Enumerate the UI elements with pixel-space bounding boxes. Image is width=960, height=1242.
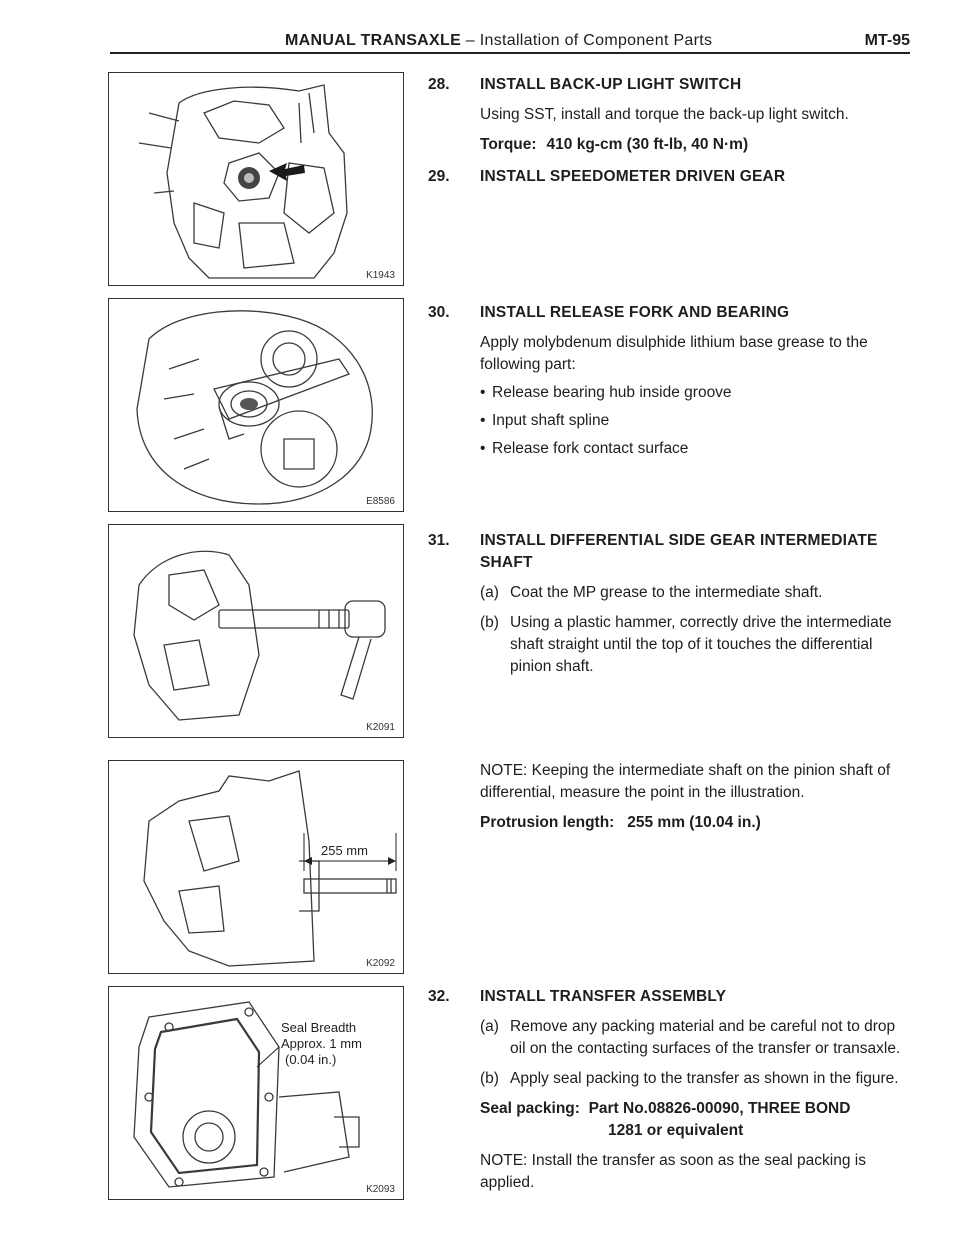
step-29: 29. INSTALL SPEEDOMETER DRIVEN GEAR (428, 166, 908, 188)
substep-a: (a) Remove any packing material and be careful not to drop oil on the contacting surfaces of the transfer or transaxle. (480, 1018, 901, 1057)
step-note: NOTE: Install the transfer as soon as the seal packing is applied. (480, 1152, 866, 1191)
figure-intermediate-shaft: K2091 (108, 524, 404, 738)
protrusion-illustration (109, 761, 403, 973)
protrusion-spec: Protrusion length: 255 mm (10.04 in.) (480, 814, 761, 831)
list-item: • Release fork contact surface (480, 438, 908, 460)
shaft-hammer-illustration (109, 525, 403, 737)
torque-spec: Torque: 410 kg-cm (30 ft-lb, 40 N·m) (480, 136, 749, 153)
step-32: 32. INSTALL TRANSFER ASSEMBLY (a) Remove any packing material and be careful not to drop oil on the contacting surfaces of the transfer or transaxle. (b) Apply seal packing to the transfer as shown in the figure. Seal packing: Part No.08826-00090, THREE BOND 1281 or equivalent NOTE: Install the transfer as soon as the seal packing is applied. (428, 986, 908, 1194)
header-rule (110, 52, 910, 54)
seal-callout-line3: (0.04 in.) (285, 1052, 337, 1067)
transaxle-top-illustration (109, 73, 403, 285)
page-title: MANUAL TRANSAXLE – Installation of Component Parts (285, 32, 713, 49)
note-text: NOTE: Keeping the intermediate shaft on the pinion shaft of differential, measure the point in the illustration. (480, 762, 891, 801)
step-heading: INSTALL SPEEDOMETER DRIVEN GEAR (480, 168, 786, 185)
figure-release-fork-bearing: E8586 (108, 298, 404, 512)
dimension-label: 255 mm (321, 843, 368, 858)
release-fork-illustration (109, 299, 403, 511)
page-header (110, 30, 910, 56)
list-item: • Input shaft spline (480, 410, 908, 432)
step-text: Using SST, install and torque the back-up light switch. (480, 106, 849, 123)
step-31: 31. INSTALL DIFFERENTIAL SIDE GEAR INTERMEDIATE SHAFT (a) Coat the MP grease to the intermediate shaft. (b) Using a plastic hammer, correctly drive the intermediate shaft straight until the top of it touches the differential pinion shaft. (428, 530, 908, 678)
figure-protrusion-length: 255 mm K2092 (108, 760, 404, 974)
note-protrusion (480, 760, 908, 842)
list-item: • Release bearing hub inside groove (480, 382, 908, 404)
step-heading: INSTALL RELEASE FORK AND BEARING (480, 304, 790, 321)
figure-backup-light-switch: K1943 (108, 72, 404, 286)
figure-transfer-seal: Seal Breadth Approx. 1 mm (0.04 in.) K2093 (108, 986, 404, 1200)
step-30: 30. INSTALL RELEASE FORK AND BEARING Apply molybdenum disulphide lithium base grease to the following part: • Release bearing hub inside groove • Input shaft spline • Release fork contact surface (428, 302, 908, 460)
step-text: Apply molybdenum disulphide lithium base grease to the following part: (480, 334, 868, 373)
transfer-seal-illustration (109, 987, 403, 1199)
step-heading: INSTALL TRANSFER ASSEMBLY (480, 988, 727, 1005)
substep-b: (b) Using a plastic hammer, correctly drive the intermediate shaft straight until the top of it touches the differential pinion shaft. (480, 614, 892, 675)
step-heading: INSTALL BACK-UP LIGHT SWITCH (480, 76, 742, 93)
substep-a: (a) Coat the MP grease to the intermediate shaft. (480, 584, 823, 601)
seal-callout-line1: Seal Breadth (281, 1020, 357, 1035)
seal-packing-spec: Seal packing: Part No.08826-00090, THREE BOND 1281 or equivalent (480, 1100, 851, 1139)
page-number: MT-95 (864, 32, 910, 49)
seal-callout-line2: Approx. 1 mm (281, 1036, 362, 1051)
substep-b: (b) Apply seal packing to the transfer as shown in the figure. (480, 1070, 899, 1087)
step-heading: INSTALL DIFFERENTIAL SIDE GEAR INTERMEDIATE SHAFT (480, 532, 878, 571)
step-28: 28. INSTALL BACK-UP LIGHT SWITCH Using SST, install and torque the back-up light switch. Torque: 410 kg-cm (30 ft-lb, 40 N·m) (428, 74, 908, 156)
grease-points-list (480, 382, 908, 460)
